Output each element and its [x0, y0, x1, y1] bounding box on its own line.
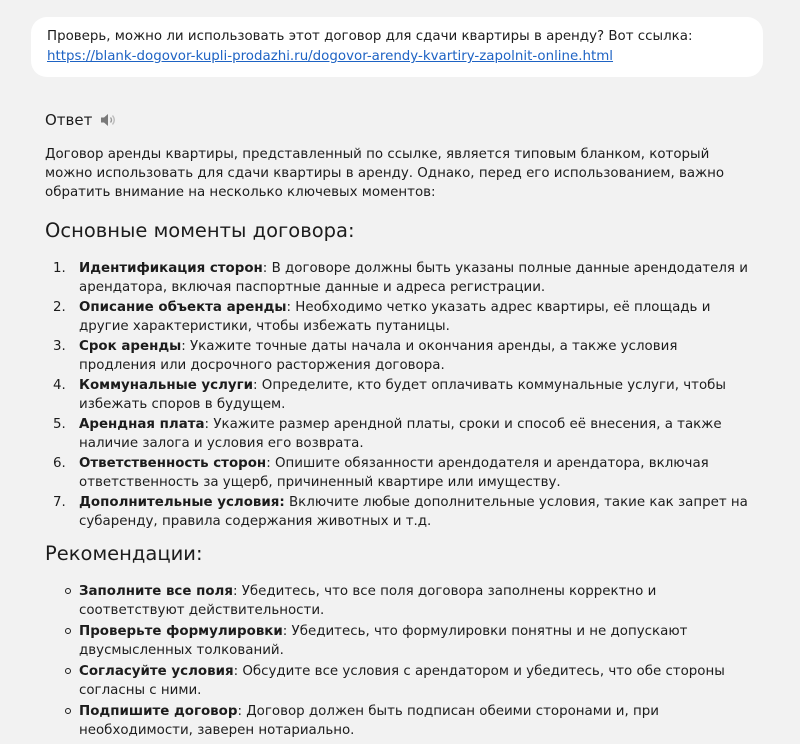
- section-heading-recommendations: Рекомендации:: [45, 542, 203, 565]
- item-text: : Укажите точные даты начала и окончания аренды, а также условия продления или досрочного расторжения договора.: [79, 339, 678, 373]
- list-item: [45, 662, 757, 700]
- list-item: [45, 494, 757, 531]
- answer-intro: Договор аренды квартиры, представленный по ссылке, является типовым бланком, который можно использовать для сдачи квартиры в аренду. Однако, перед его использованием, важно обратить внимание на несколько ключевых моментов:: [45, 147, 725, 200]
- item-text: : Необходимо четко указать адрес квартиры, её площадь и другие характеристики, чтобы избежать путаницы.: [79, 300, 711, 334]
- list-number: 1.: [53, 261, 66, 276]
- speaker-icon[interactable]: [100, 113, 116, 127]
- item-text: : Убедитесь, что все поля договора заполнены корректно и соответствуют действительности.: [79, 584, 657, 618]
- list-item: [45, 702, 757, 740]
- list-item: [45, 260, 757, 297]
- list-item: [45, 338, 757, 375]
- item-title: Коммунальные услуги: [79, 378, 254, 393]
- list-item: [45, 455, 757, 492]
- item-title: Заполните все поля: [79, 584, 233, 599]
- answer-label: Ответ: [45, 111, 93, 129]
- item-title: Подпишите договор: [79, 704, 238, 719]
- item-title: Согласуйте условия: [79, 664, 234, 679]
- answer-header: [45, 110, 116, 130]
- question-text: Проверь, можно ли использовать этот договор для сдачи квартиры в аренду? Вот ссылка:: [47, 29, 693, 44]
- bullet-icon: [65, 588, 71, 594]
- item-title: Ответственность сторон: [79, 456, 267, 471]
- list-item: [45, 377, 757, 414]
- item-text: : Укажите размер арендной платы, сроки и способ её внесения, а также наличие залога и условия его возврата.: [79, 417, 722, 451]
- item-title: Дополнительные условия:: [79, 495, 285, 510]
- list-number: 4.: [53, 378, 66, 393]
- list-item: [45, 416, 757, 453]
- item-text: : Убедитесь, что формулировки понятны и не допускают двусмысленных толкований.: [79, 624, 688, 658]
- item-title: Идентификация сторон: [79, 261, 263, 276]
- list-item: [45, 622, 757, 660]
- bullet-icon: [65, 628, 71, 634]
- key-points-list: [45, 260, 757, 533]
- list-item: [45, 582, 757, 620]
- list-number: 3.: [53, 339, 66, 354]
- item-text: : Обсудите все условия с арендатором и убедитесь, что обе стороны согласны с ними.: [79, 664, 725, 698]
- item-text: : Опишите обязанности арендодателя и арендатора, включая ответственность за ущерб, причиненный квартире или имуществу.: [79, 456, 709, 490]
- list-number: 7.: [53, 495, 66, 510]
- item-text: : Определите, кто будет оплачивать коммунальные услуги, чтобы избежать споров в будущем.: [79, 378, 726, 412]
- item-text: Включите любые дополнительные условия, такие как запрет на субаренду, правила содержания животных и т.д.: [79, 495, 748, 529]
- item-title: Описание объекта аренды: [79, 300, 287, 315]
- question-link[interactable]: https://blank-dogovor-kupli-prodazhi.ru/dogovor-arendy-kvartiry-zapolnit-online.html: [47, 49, 614, 64]
- bullet-icon: [65, 668, 71, 674]
- item-title: Арендная плата: [79, 417, 205, 432]
- list-item: [45, 299, 757, 336]
- recommendations-list: [45, 582, 757, 742]
- bullet-icon: [65, 708, 71, 714]
- list-number: 2.: [53, 300, 66, 315]
- item-title: Срок аренды: [79, 339, 182, 354]
- item-title: Проверьте формулировки: [79, 624, 283, 639]
- section-heading-main: Основные моменты договора:: [45, 219, 355, 242]
- list-number: 6.: [53, 456, 66, 471]
- user-question-bubble: [31, 17, 763, 77]
- item-text: : В договоре должны быть указаны полные данные арендодателя и арендатора, включая паспортные данные и адреса регистрации.: [79, 261, 748, 295]
- list-number: 5.: [53, 417, 66, 432]
- item-text: : Договор должен быть подписан обеими сторонами и, при необходимости, заверен нотариально.: [79, 704, 659, 738]
